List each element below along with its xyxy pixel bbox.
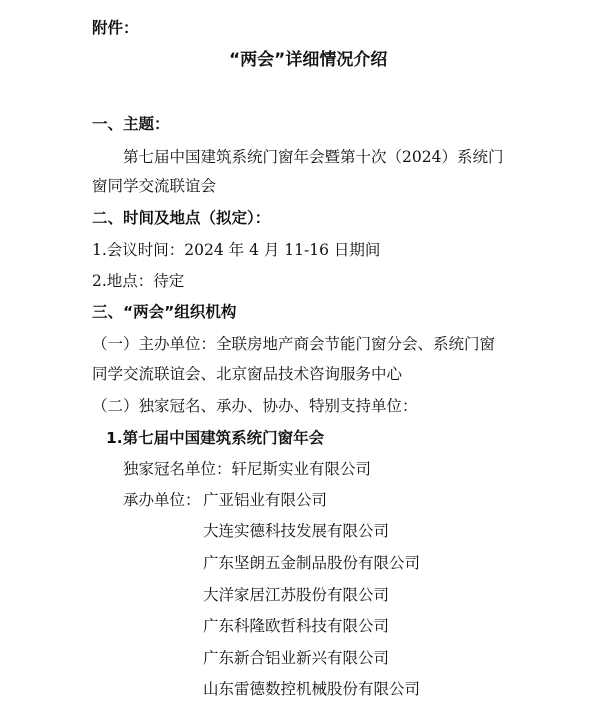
section2-item2: 2.地点：待定 — [92, 272, 185, 290]
section3-heading: 三、“两会”组织机构 — [92, 303, 237, 321]
organizer-item: 广东新合铝业新兴有限公司 — [203, 649, 390, 667]
subsection1-heading: 1.第七届中国建筑系统门窗年会 — [106, 429, 325, 447]
attachment-label: 附件： — [92, 19, 139, 37]
exclusive-sponsor: 独家冠名单位：轩尼斯实业有限公司 — [123, 460, 372, 478]
host-line2: 同学交流联谊会、北京窗品技术咨询服务中心 — [92, 365, 403, 383]
sponsor-line: （二）独家冠名、承办、协办、特别支持单位： — [92, 397, 418, 415]
host-line1: （一）主办单位：全联房地产商会节能门窗分会、系统门窗 — [92, 335, 496, 353]
section2-heading: 二、时间及地点（拟定）： — [92, 209, 271, 227]
document-title: “两会”详细情况介绍 — [229, 50, 388, 70]
organizer-item: 大洋家居江苏股份有限公司 — [203, 586, 390, 604]
section1-line1: 第七届中国建筑系统门窗年会暨第十次（2024）系统门 — [123, 148, 504, 166]
section1-line2: 窗同学交流联谊会 — [92, 177, 217, 195]
organizer-label: 承办单位： — [123, 491, 201, 509]
organizer-item: 广东坚朗五金制品股份有限公司 — [203, 554, 421, 572]
section1-heading: 一、主题： — [92, 115, 170, 133]
organizer-item: 广亚铝业有限公司 — [203, 491, 328, 509]
organizer-item: 广东科隆欧哲科技有限公司 — [203, 617, 390, 635]
section2-item1: 1.会议时间：2024 年 4 月 11-16 日期间 — [92, 241, 381, 259]
organizer-item: 大连实德科技发展有限公司 — [203, 522, 390, 540]
organizer-item: 山东雷德数控机械股份有限公司 — [203, 680, 421, 698]
